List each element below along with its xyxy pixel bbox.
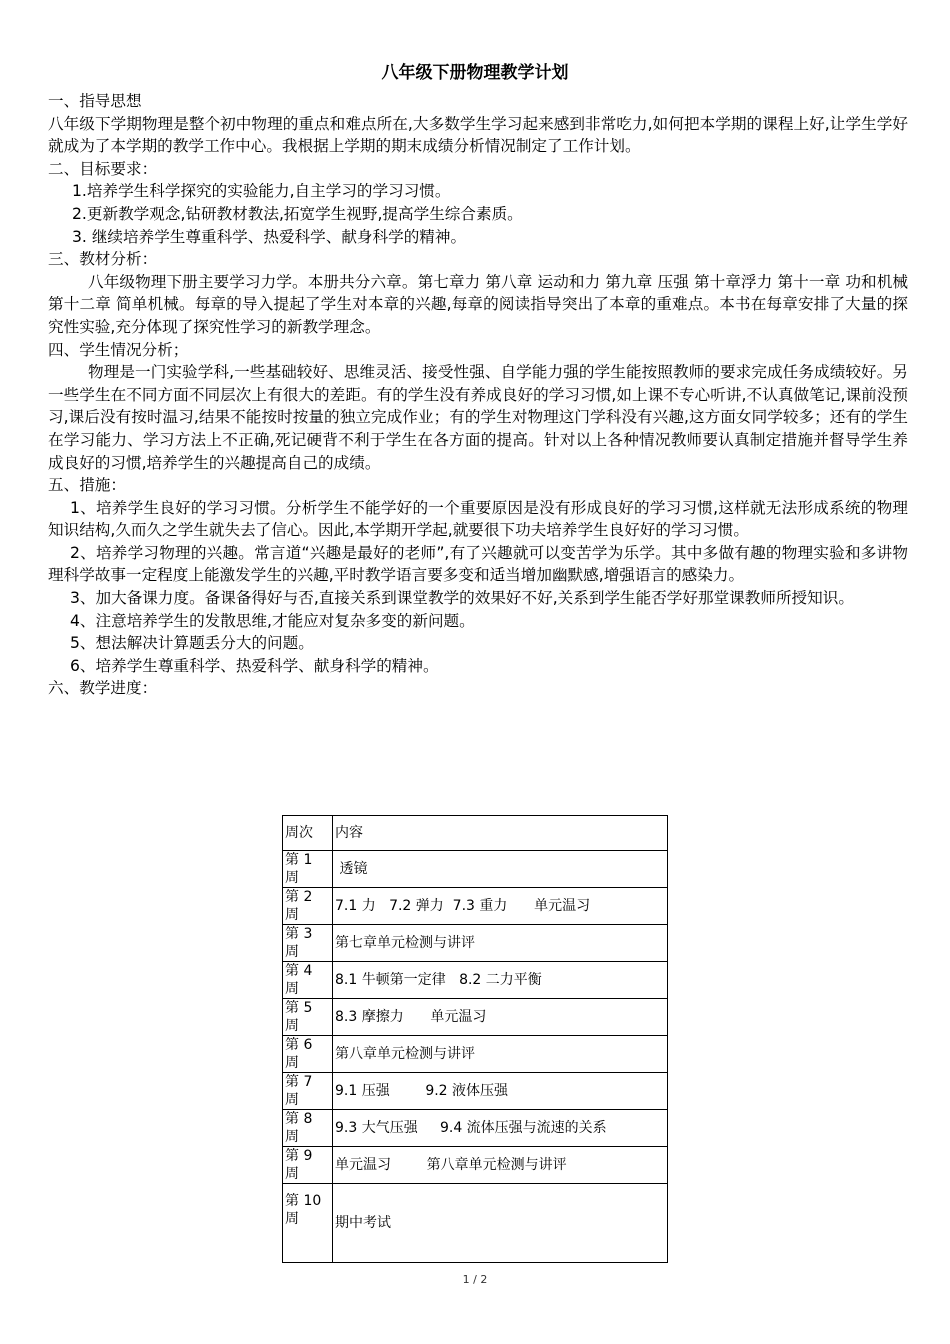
section-heading-goals: 二、目标要求： <box>48 159 158 178</box>
table-row <box>283 999 668 1036</box>
content-cell: 第八章单元检测与讲评 <box>333 1036 668 1073</box>
content-cell: 7.1 力 7.2 弹力 7.3 重力 单元温习 <box>333 888 668 925</box>
table-header-row <box>283 816 668 851</box>
header-week: 周次 <box>283 816 333 851</box>
goal-item: 1.培养学生科学探究的实验能力,自主学习的学习习惯。 <box>72 182 451 201</box>
week-cell: 第 2 周 <box>283 888 333 925</box>
week-cell: 第 10 周 <box>283 1184 333 1263</box>
table-row <box>283 962 668 999</box>
content-cell: 9.3 大气压强 9.4 流体压强与流速的关系 <box>333 1110 668 1147</box>
content-cell: 第七章单元检测与讲评 <box>333 925 668 962</box>
measure-item: 4、注意培养学生的发散思维,才能应对复杂多变的新问题。 <box>70 611 475 630</box>
table-row <box>283 1147 668 1184</box>
schedule-table <box>282 815 668 1263</box>
content-cell: 单元温习 第八章单元检测与讲评 <box>333 1147 668 1184</box>
week-cell: 第 9 周 <box>283 1147 333 1184</box>
table-row <box>283 1110 668 1147</box>
week-cell: 第 5 周 <box>283 999 333 1036</box>
content-cell: 9.1 压强 9.2 液体压强 <box>333 1073 668 1110</box>
section-text-textbook: 八年级物理下册主要学习力学。本册共分六章。第七章力 第八章 运动和力 第九章 压强 第十章浮力 第十一章 功和机械 第十二章 简单机械。每章的导入提起了学生对本章的兴趣,每章的阅读指导突出了本章的重难点。本书在每章安排了大量的探究性实验,充分体现了探究性学习的新教学理念。 <box>48 272 908 336</box>
measure-item: 1、培养学生良好的学习习惯。分析学生不能学好的一个重要原因是没有形成良好的学习习惯,这样就无法形成系统的物理知识结构,久而久之学生就失去了信心。因此,本学期开学起,就要很下功夫培养学生良好好的学习习惯。 <box>48 498 908 540</box>
measure-item: 5、想法解决计算题丢分大的问题。 <box>70 634 314 653</box>
document-body <box>48 90 908 700</box>
week-cell: 第 8 周 <box>283 1110 333 1147</box>
table-row <box>283 925 668 962</box>
table-row <box>283 1073 668 1110</box>
section-text-students: 物理是一门实验学科,一些基础较好、思维灵活、接受性强、自学能力强的学生能按照教师的要求完成任务成绩较好。另一些学生在不同方面不同层次上有很大的差距。有的学生没有养成良好的学习习惯,如上课不专心听讲,不认真做笔记,课前没预习,课后没有按时温习,结果不能按时按量的独立完成作业；有的学生对物理这门学科没有兴趣,这方面女同学较多；还有的学生在学习能力、学习方法上不正确,死记硬背不利于学生在各方面的提高。针对以上各种情况教师要认真制定措施并督导学生养成良好的习惯,培养学生的兴趣提高自己的成绩。 <box>48 363 908 472</box>
table-row <box>283 1184 668 1263</box>
week-cell: 第 4 周 <box>283 962 333 999</box>
table-row <box>283 1036 668 1073</box>
content-cell: 透镜 <box>333 851 668 888</box>
content-cell: 8.3 摩擦力 单元温习 <box>333 999 668 1036</box>
week-cell: 第 1 周 <box>283 851 333 888</box>
section-heading-guiding-idea: 一、指导思想 <box>48 92 142 110</box>
table-row <box>283 851 668 888</box>
measure-item: 6、培养学生尊重科学、热爱科学、献身科学的精神。 <box>70 656 439 675</box>
week-cell: 第 6 周 <box>283 1036 333 1073</box>
page-title: 八年级下册物理教学计划 <box>381 63 569 83</box>
goal-item: 2.更新教学观念,钻研教材教法,拓宽学生视野,提高学生综合素质。 <box>72 204 523 223</box>
page-number: 1 / 2 <box>462 1273 488 1286</box>
measure-item: 2、培养学习物理的兴趣。常言道“兴趣是最好的老师”,有了兴趣就可以变苦学为乐学。其中多做有趣的物理实验和多讲物理科学故事一定程度上能激发学生的兴趣,平时教学语言要多变和适当增加幽默感,增强语言的感染力。 <box>48 543 908 585</box>
section-heading-students: 四、学生情况分析； <box>48 340 189 359</box>
week-cell: 第 3 周 <box>283 925 333 962</box>
section-heading-measures: 五、措施： <box>48 476 126 495</box>
week-cell: 第 7 周 <box>283 1073 333 1110</box>
header-content: 内容 <box>333 816 668 851</box>
content-cell: 8.1 牛顿第一定律 8.2 二力平衡 <box>333 962 668 999</box>
measure-item: 3、加大备课力度。备课备得好与否,直接关系到课堂教学的效果好不好,关系到学生能否学好那堂课教师所授知识。 <box>70 589 854 608</box>
section-text-guiding-idea: 八年级下学期物理是整个初中物理的重点和难点所在,大多数学生学习起来感到非常吃力,如何把本学期的课程上好,让学生学好就成为了本学期的教学工作中心。我根据上学期的期末成绩分析情况制定了工作计划。 <box>48 114 908 156</box>
section-heading-textbook: 三、教材分析： <box>48 250 158 269</box>
goal-item: 3. 继续培养学生尊重科学、热爱科学、献身科学的精神。 <box>72 227 467 246</box>
content-cell: 期中考试 <box>333 1184 668 1263</box>
table-row <box>283 888 668 925</box>
section-heading-schedule: 六、教学进度： <box>48 679 158 698</box>
